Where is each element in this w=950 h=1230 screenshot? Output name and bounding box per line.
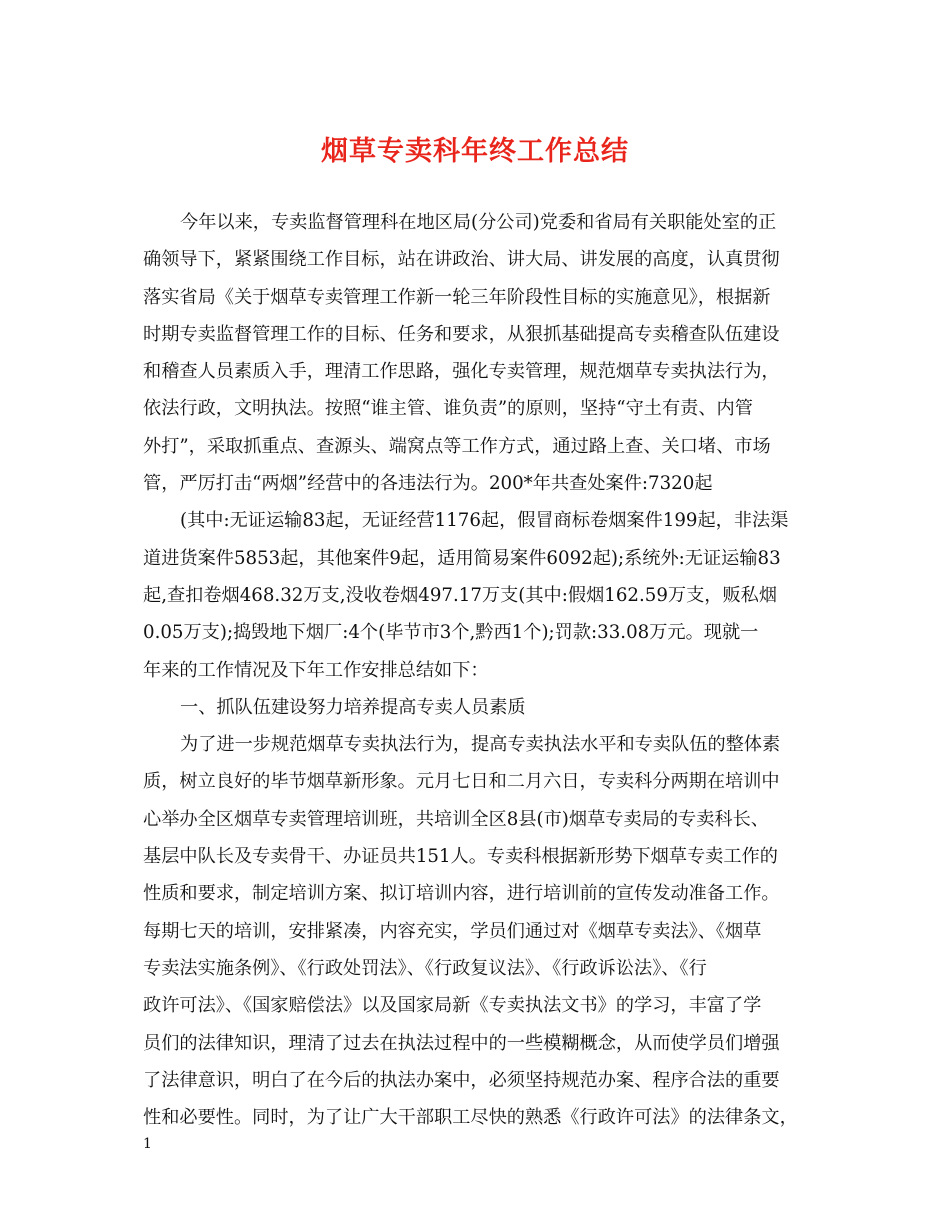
paragraph-line: 质，树立良好的毕节烟草新形象。元月七日和二月六日，专卖科分两期在培训中: [143, 771, 780, 793]
paragraph-line: 为了进一步规范烟草专卖执法行为，提高专卖执法水平和专卖队伍的整体素: [180, 734, 781, 756]
page-number: 1: [143, 1136, 152, 1152]
document-title: 烟草专卖科年终工作总结: [321, 136, 629, 167]
paragraph-line: 年来的工作情况及下年工作安排总结如下：: [143, 659, 489, 681]
paragraph-line: 每期七天的培训，安排紧凑，内容充实，学员们通过对《烟草专卖法》、《烟草: [143, 920, 762, 942]
paragraph-line: 依法行政，文明执法。按照“谁主管、谁负责”的原则，坚持“守土有责、内管: [143, 398, 753, 420]
paragraph-line: 和稽查人员素质入手，理清工作思路，强化专卖管理，规范烟草专卖执法行为，: [143, 361, 780, 383]
paragraph-line: 起,查扣卷烟468.32万支,没收卷烟497.17万支(其中:假烟162.59万支，贩私烟: [143, 584, 778, 606]
paragraph-line: (其中:无证运输83起，无证经营1176起，假冒商标卷烟案件199起，非法渠: [180, 510, 789, 532]
paragraph-line: 心举办全区烟草专卖管理培训班，共培训全区8县(市)烟草专卖局的专卖科长、: [143, 808, 769, 830]
paragraph-line: 道进货案件5853起，其他案件9起，适用简易案件6092起);系统外:无证运输83: [143, 547, 781, 569]
section-heading: 一、抓队伍建设努力培养提高专卖人员素质: [180, 696, 526, 718]
paragraph-line: 确领导下，紧紧围绕工作目标，站在讲政治、讲大局、讲发展的高度，认真贯彻: [143, 249, 780, 271]
paragraph-line: 管，严厉打击“两烟”经营中的各违法行为。200*年共查处案件:7320起: [143, 473, 713, 495]
paragraph-line: 基层中队长及专卖骨干、办证员共151人。专卖科根据新形势下烟草专卖工作的: [143, 846, 778, 868]
paragraph-line: 性质和要求，制定培训方案、拟订培训内容，进行培训前的宣传发动准备工作。: [143, 883, 780, 905]
paragraph-line: 员们的法律知识，理清了过去在执法过程中的一些模糊概念，从而使学员们增强: [143, 1032, 780, 1054]
paragraph-line: 落实省局《关于烟草专卖管理工作新一轮三年阶段性目标的实施意见》，根据新: [143, 286, 771, 308]
document-body: [143, 204, 808, 1136]
paragraph-line: 外打”，采取抓重点、查源头、端窝点等工作方式，通过路上查、关口堵、市场: [143, 435, 771, 457]
paragraph-line: 性和必要性。同时，为了让广大干部职工尽快的熟悉《行政许可法》的法律条文，: [143, 1107, 798, 1129]
paragraph-line: 今年以来，专卖监督管理科在地区局(分公司)党委和省局有关职能处室的正: [180, 212, 777, 233]
paragraph-line: 专卖法实施条例》、《行政处罚法》、《行政复议法》、《行政诉讼法》、《行: [143, 957, 707, 979]
paragraph-line: 0.05万支);捣毁地下烟厂:4个(毕节市3个,黔西1个);罚款:33.08万元。现就一: [143, 622, 759, 644]
paragraph-line: 时期专卖监督管理工作的目标、任务和要求，从狠抓基础提高专卖稽查队伍建设: [143, 323, 780, 345]
paragraph-line: 政许可法》、《国家赔偿法》以及国家局新《专卖执法文书》的学习，丰富了学: [143, 995, 762, 1017]
paragraph-line: 了法律意识，明白了在今后的执法办案中，必须坚持规范办案、程序合法的重要: [143, 1069, 780, 1091]
